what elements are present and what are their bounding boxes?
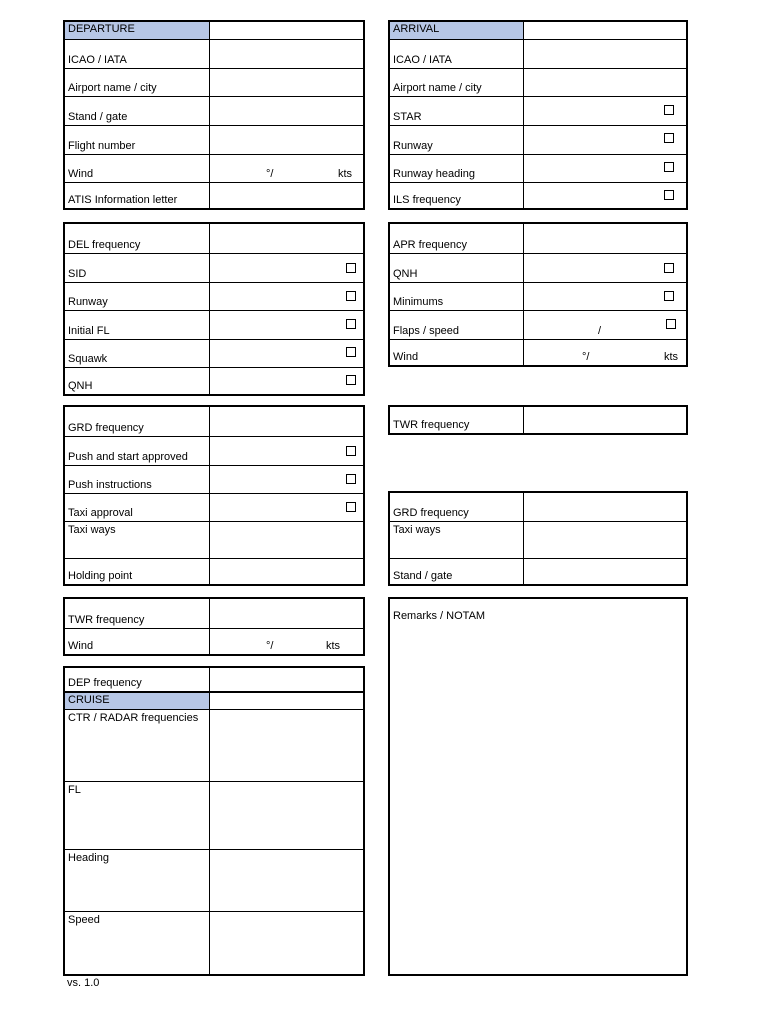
remarks-section[interactable] xyxy=(388,597,688,976)
arrival-airport-row xyxy=(390,68,686,96)
arr-wind-deg: °/ xyxy=(582,351,590,363)
dep-taxi-ways-label: Taxi ways xyxy=(68,524,116,536)
cruise-section xyxy=(63,666,365,976)
runway-heading-field[interactable] xyxy=(523,155,686,182)
del-freq-row xyxy=(65,224,363,253)
holding-point-row xyxy=(65,558,363,584)
holding-point-field[interactable] xyxy=(209,559,363,584)
flaps-checkbox[interactable] xyxy=(666,319,676,329)
star-row xyxy=(390,96,686,125)
initial-fl-checkbox[interactable] xyxy=(346,319,356,329)
arr-wind-label: Wind xyxy=(393,351,419,363)
departure-flight-row xyxy=(65,125,363,154)
cruise-header-row xyxy=(65,691,363,709)
departure-header-value xyxy=(209,22,363,39)
arrival-airport-label: Airport name / city xyxy=(393,82,482,94)
ctr-label: CTR / RADAR frequencies xyxy=(68,712,199,724)
arr-wind-row xyxy=(390,339,686,365)
dep-twr-wind-field[interactable] xyxy=(209,629,363,654)
minimums-field[interactable] xyxy=(523,283,686,310)
arrival-icao-label: ICAO / IATA xyxy=(393,54,452,66)
departure-section xyxy=(63,20,365,210)
star-field[interactable] xyxy=(523,97,686,125)
dep-twr-freq-label: TWR frequency xyxy=(68,614,145,626)
departure-header-row xyxy=(65,22,363,39)
del-freq-label: DEL frequency xyxy=(68,239,141,251)
dep-grd-freq-row xyxy=(65,407,363,436)
departure-icao-row xyxy=(65,39,363,68)
dep-twr-wind-deg: °/ xyxy=(266,640,274,652)
dep-qnh-checkbox[interactable] xyxy=(346,375,356,385)
arr-qnh-row xyxy=(390,253,686,282)
arr-wind-field[interactable] xyxy=(523,340,686,365)
dep-freq-row xyxy=(65,668,363,691)
squawk-label: Squawk xyxy=(68,353,108,365)
version-label: vs. 1.0 xyxy=(67,977,100,989)
departure-airport-row xyxy=(65,68,363,96)
push-start-field[interactable] xyxy=(209,437,363,465)
minimums-label: Minimums xyxy=(393,296,444,308)
initial-fl-field[interactable] xyxy=(209,311,363,339)
dep-twr-wind-row xyxy=(65,628,363,654)
minimums-checkbox[interactable] xyxy=(664,291,674,301)
arr-twr-freq-field[interactable] xyxy=(523,407,686,433)
push-start-label: Push and start approved xyxy=(68,451,188,463)
taxi-approval-label: Taxi approval xyxy=(68,507,133,519)
squawk-row xyxy=(65,339,363,367)
arr-qnh-checkbox[interactable] xyxy=(664,263,674,273)
departure-icao-label: ICAO / IATA xyxy=(68,54,127,66)
sid-label: SID xyxy=(68,268,87,280)
flaps-row xyxy=(390,310,686,339)
initial-fl-row xyxy=(65,310,363,339)
arr-wind-kts: kts xyxy=(664,351,679,363)
cruise-speed-field[interactable] xyxy=(209,912,363,974)
cruise-speed-label: Speed xyxy=(68,914,100,926)
apr-freq-field[interactable] xyxy=(523,224,686,253)
departure-wind-row xyxy=(65,154,363,182)
arr-taxi-ways-row xyxy=(390,521,686,558)
departure-icao-field[interactable] xyxy=(209,40,363,68)
arr-taxi-ways-label: Taxi ways xyxy=(393,524,441,536)
ils-field[interactable] xyxy=(523,183,686,208)
arr-runway-label: Runway xyxy=(393,140,433,152)
squawk-checkbox[interactable] xyxy=(346,347,356,357)
dep-taxi-ways-field[interactable] xyxy=(209,522,363,558)
push-instr-label: Push instructions xyxy=(68,479,152,491)
dep-twr-wind-label: Wind xyxy=(68,640,94,652)
cruise-fl-label: FL xyxy=(68,784,81,796)
flaps-field[interactable] xyxy=(523,311,686,339)
flaps-label: Flaps / speed xyxy=(393,325,460,337)
departure-atis-label: ATIS Information letter xyxy=(68,194,178,206)
dep-freq-label: DEP frequency xyxy=(68,677,142,689)
ils-row xyxy=(390,182,686,208)
departure-stand-field[interactable] xyxy=(209,97,363,125)
dep-qnh-field[interactable] xyxy=(209,368,363,394)
arr-stand-row xyxy=(390,558,686,584)
del-section xyxy=(63,222,365,396)
departure-wind-label: Wind xyxy=(68,168,94,180)
departure-atis-row xyxy=(65,182,363,208)
dep-runway-row xyxy=(65,282,363,310)
cruise-fl-row xyxy=(65,781,363,849)
apr-freq-label: APR frequency xyxy=(393,239,467,251)
departure-stand-row xyxy=(65,96,363,125)
squawk-field[interactable] xyxy=(209,340,363,367)
arr-qnh-field[interactable] xyxy=(523,254,686,282)
push-instr-row xyxy=(65,465,363,493)
sid-row xyxy=(65,253,363,282)
push-start-checkbox[interactable] xyxy=(346,446,356,456)
star-label: STAR xyxy=(393,111,422,123)
arrival-section xyxy=(388,20,688,210)
taxi-approval-checkbox[interactable] xyxy=(346,502,356,512)
ctr-row xyxy=(65,709,363,781)
dep-qnh-row xyxy=(65,367,363,394)
arrival-airport-field[interactable] xyxy=(523,69,686,96)
arr-grd-freq-field[interactable] xyxy=(523,493,686,521)
push-instr-checkbox[interactable] xyxy=(346,474,356,484)
arrival-header-row xyxy=(390,22,686,39)
dep-twr-wind-kts: kts xyxy=(326,640,341,652)
ils-label: ILS frequency xyxy=(393,194,461,206)
cruise-header-value xyxy=(209,693,363,709)
departure-atis-field[interactable] xyxy=(209,183,363,208)
arr-stand-field[interactable] xyxy=(523,559,686,584)
cruise-speed-row xyxy=(65,911,363,974)
push-instr-field[interactable] xyxy=(209,466,363,493)
departure-wind-kts: kts xyxy=(338,168,353,180)
del-freq-field[interactable] xyxy=(209,224,363,253)
grd-section xyxy=(63,405,365,586)
departure-wind-field[interactable] xyxy=(209,155,363,182)
dep-grd-freq-field[interactable] xyxy=(209,407,363,436)
cruise-header: CRUISE xyxy=(68,694,110,706)
dep-twr-section xyxy=(63,597,365,656)
runway-heading-row xyxy=(390,154,686,182)
remarks-label: Remarks / NOTAM xyxy=(393,610,486,622)
flaps-separator: / xyxy=(598,325,602,337)
ils-checkbox[interactable] xyxy=(664,190,674,200)
dep-runway-label: Runway xyxy=(68,296,108,308)
arr-runway-row xyxy=(390,125,686,154)
runway-heading-label: Runway heading xyxy=(393,168,475,180)
arr-qnh-label: QNH xyxy=(393,268,418,280)
dep-twr-freq-field[interactable] xyxy=(209,599,363,628)
arr-grd-freq-label: GRD frequency xyxy=(393,507,469,519)
arrival-header-value xyxy=(523,22,686,39)
departure-airport-label: Airport name / city xyxy=(68,82,157,94)
cruise-fl-field[interactable] xyxy=(209,782,363,849)
arrival-icao-field[interactable] xyxy=(523,40,686,68)
arr-twr-freq-row xyxy=(390,407,686,433)
arr-stand-label: Stand / gate xyxy=(393,570,453,582)
departure-airport-field[interactable] xyxy=(209,69,363,96)
apr-section xyxy=(388,222,688,367)
cruise-heading-field[interactable] xyxy=(209,850,363,911)
apr-freq-row xyxy=(390,224,686,253)
departure-wind-deg: °/ xyxy=(266,168,274,180)
dep-taxi-ways-row xyxy=(65,521,363,558)
dep-freq-field[interactable] xyxy=(209,668,363,691)
runway-heading-checkbox[interactable] xyxy=(664,162,674,172)
cruise-heading-label: Heading xyxy=(68,852,109,864)
departure-header: DEPARTURE xyxy=(68,23,135,35)
arrival-icao-row xyxy=(390,39,686,68)
arr-twr-section xyxy=(388,405,688,435)
arr-runway-checkbox[interactable] xyxy=(664,133,674,143)
arr-runway-field[interactable] xyxy=(523,126,686,154)
taxi-approval-field[interactable] xyxy=(209,494,363,521)
arr-taxi-ways-field[interactable] xyxy=(523,522,686,558)
minimums-row xyxy=(390,282,686,310)
dep-twr-freq-row xyxy=(65,599,363,628)
arr-grd-section xyxy=(388,491,688,586)
initial-fl-label: Initial FL xyxy=(68,325,110,337)
cruise-heading-row xyxy=(65,849,363,911)
departure-flight-label: Flight number xyxy=(68,140,136,152)
sid-checkbox[interactable] xyxy=(346,263,356,273)
arrival-header: ARRIVAL xyxy=(393,23,440,35)
departure-flight-field[interactable] xyxy=(209,126,363,154)
arr-twr-freq-label: TWR frequency xyxy=(393,419,470,431)
ctr-field[interactable] xyxy=(209,710,363,781)
push-start-row xyxy=(65,436,363,465)
dep-qnh-label: QNH xyxy=(68,380,93,392)
departure-stand-label: Stand / gate xyxy=(68,111,128,123)
dep-runway-checkbox[interactable] xyxy=(346,291,356,301)
star-checkbox[interactable] xyxy=(664,105,674,115)
arr-grd-freq-row xyxy=(390,493,686,521)
dep-grd-freq-label: GRD frequency xyxy=(68,422,144,434)
sid-field[interactable] xyxy=(209,254,363,282)
dep-runway-field[interactable] xyxy=(209,283,363,310)
taxi-approval-row xyxy=(65,493,363,521)
holding-point-label: Holding point xyxy=(68,570,133,582)
